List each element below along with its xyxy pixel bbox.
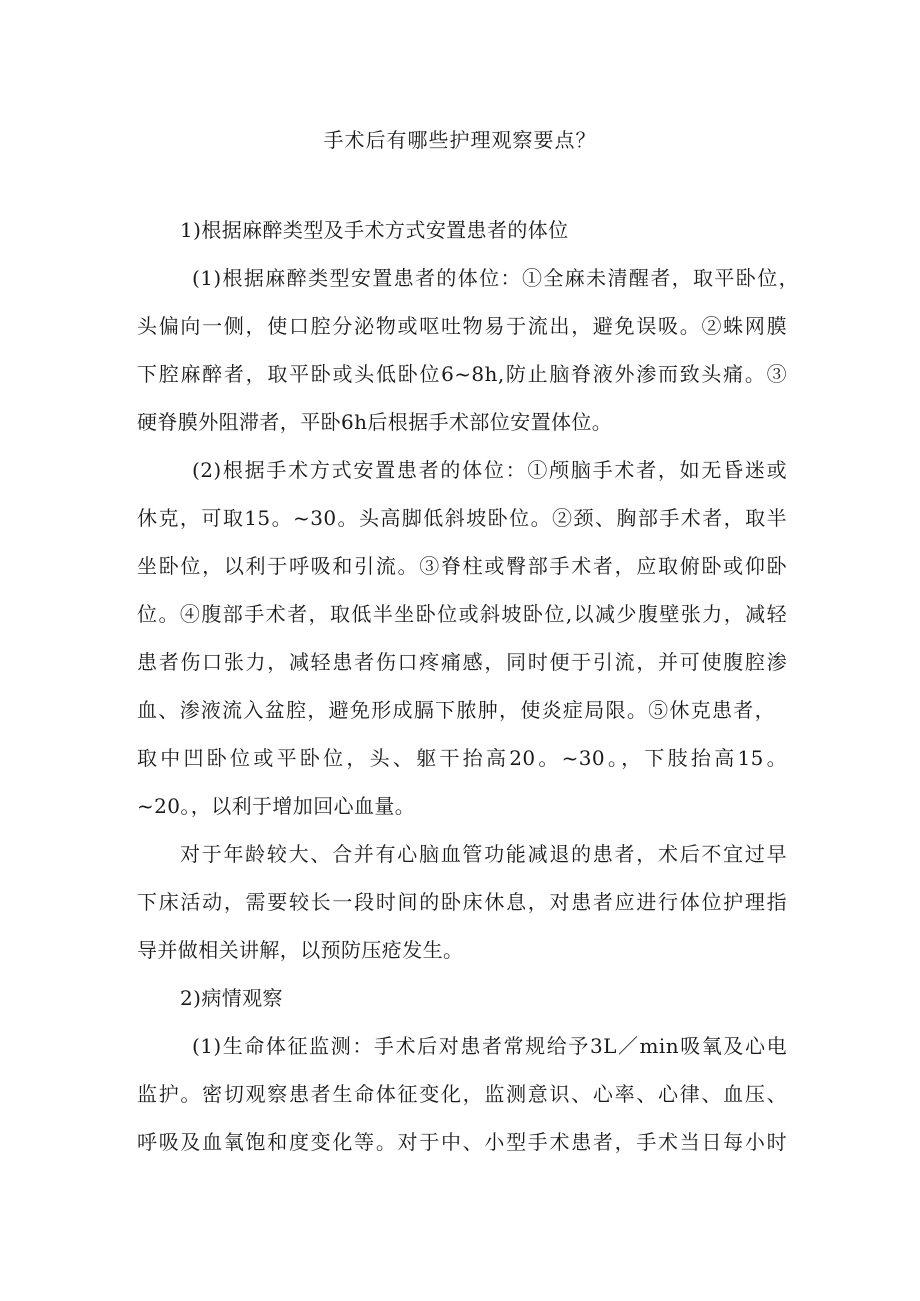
paragraph-line: 对于年龄较大、合并有心脑血管功能减退的患者，术后不宜过早 — [180, 842, 787, 866]
paragraph-line: 头偏向一侧，使口腔分泌物或呕吐物易于流出，避免误吸。②蛛网膜 — [137, 314, 787, 338]
paragraph-line: (1)生命体征监测：手术后对患者常规给予3L／min吸氧及心电 — [192, 1034, 787, 1058]
section-heading: 2)病情观察 — [180, 986, 283, 1010]
paragraph-line: 下床活动，需要较长一段时间的卧床休息，对患者应进行体位护理指 — [137, 890, 787, 914]
paragraph-line: 导并做相关讲解，以预防压疮发生。 — [137, 938, 464, 962]
paragraph-line: 血、渗液流入盆腔，避免形成膈下脓肿，使炎症局限。⑤休克患者， — [137, 698, 775, 722]
paragraph-line: ~20。，以利于增加回心血量。 — [137, 794, 416, 818]
section-heading: 1)根据麻醉类型及手术方式安置患者的体位 — [180, 218, 569, 242]
paragraph-line: 呼吸及血氧饱和度变化等。对于中、小型手术患者，手术当日每小时 — [137, 1130, 787, 1154]
paragraph-line: (1)根据麻醉类型安置患者的体位：①全麻未清醒者，取平卧位， — [192, 266, 799, 290]
paragraph-line: 下腔麻醉者，取平卧或头低卧位6~8h,防止脑脊液外渗而致头痛。③ — [137, 362, 787, 386]
paragraph-line: 监护。密切观察患者生命体征变化，监测意识、心率、心律、血压、 — [137, 1082, 787, 1106]
page-title: 手术后有哪些护理观察要点？ — [323, 128, 597, 152]
paragraph-line: 硬脊膜外阻滞者，平卧6h后根据手术部位安置体位。 — [137, 410, 613, 434]
paragraph-line: 取中凹卧位或平卧位，头、躯干抬高20。~30。，下肢抬高15。 — [137, 746, 787, 770]
paragraph-line: 位。④腹部手术者，取低半坐卧位或斜坡卧位,以减少腹壁张力，减轻 — [137, 602, 787, 626]
paragraph-line: 坐卧位，以利于呼吸和引流。③脊柱或臀部手术者，应取俯卧或仰卧 — [137, 554, 787, 578]
paragraph-line: 患者伤口张力，减轻患者伤口疼痛感，同时便于引流，并可使腹腔渗 — [137, 650, 787, 674]
paragraph-line: (2)根据手术方式安置患者的体位：①颅脑手术者，如无昏迷或 — [192, 458, 787, 482]
paragraph-line: 休克，可取15。~30。头高脚低斜坡卧位。②颈、胸部手术者，取半 — [137, 506, 787, 530]
